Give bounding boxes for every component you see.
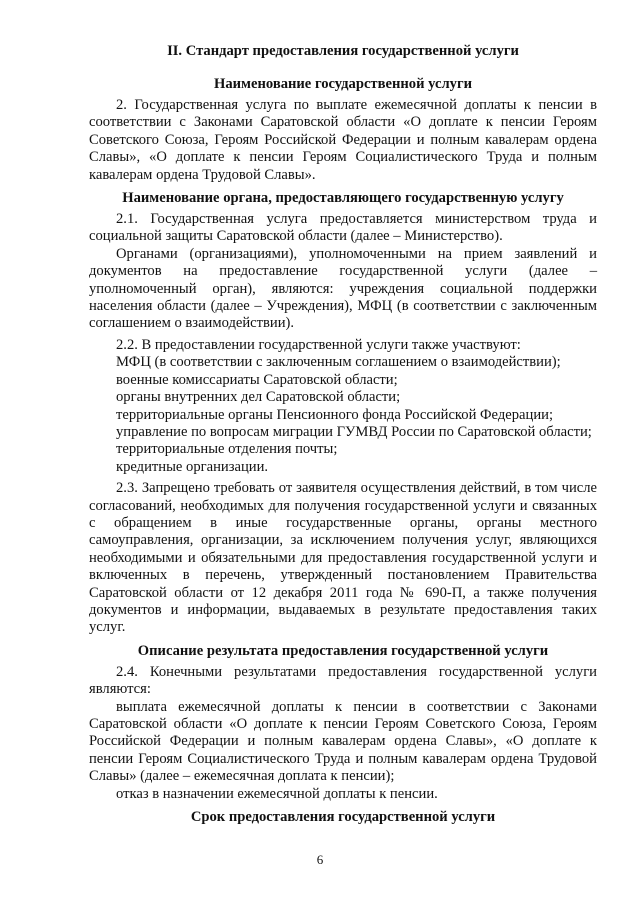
paragraph-2-2: 2.2. В предоставлении государственной услуги также участвуют: — [116, 336, 521, 353]
participant-item: кредитные организации. — [116, 458, 269, 475]
section-title: II. Стандарт предоставления государственной услуги — [167, 43, 519, 59]
participant-item: военные комиссариаты Саратовской области; — [116, 371, 398, 388]
document-page — [89, 42, 597, 830]
paragraph-2: 2. Государственная услуга по выплате ежемесячной доплаты к пенсии в соответствии с Законами Саратовской области «О доплате к пенсии Героям Советского Союза, Героям Российской Федерации и полным кавалерам ордена Славы», «О доплате к пенсии Героям Социалистического Труда и полным кавалерам ордена Трудовой Славы». — [89, 97, 597, 183]
heading-term: Срок предоставления государственной услуги — [190, 809, 496, 826]
participant-item: территориальные органы Пенсионного фонда Российской Федерации; — [116, 406, 554, 423]
participant-item: органы внутренних дел Саратовской области; — [116, 389, 401, 406]
result-item: выплата ежемесячной доплаты к пенсии в соответствии с Законами Саратовской области «О доплате к пенсии Героям Советского Союза, Героям Российской Федерации и полным кавалерам ордена Славы», «О доплате к пенсии Героям Социалистического Труда и полным кавалерам ордена Трудовой Славы» (далее – ежемесячная доплата к пенсии); — [89, 698, 597, 785]
participant-item: территориальные отделения почты; — [116, 441, 338, 458]
heading-service-name: Наименование государственной услуги — [214, 76, 472, 92]
page-number: 6 — [316, 852, 324, 867]
heading-result: Описание результата предоставления государственной услуги — [137, 642, 549, 659]
paragraph-2-1: 2.1. Государственная услуга предоставляется министерством труда и социальной защиты Саратовской области (далее – Министерство). — [89, 211, 597, 245]
result-item: отказ в назначении ежемесячной доплаты к пенсии. — [116, 785, 438, 802]
heading-authority: Наименование органа, предоставляющего государственную услугу — [122, 190, 564, 207]
participant-item: МФЦ (в соответствии с заключенным соглашением о взаимодействии); — [116, 354, 561, 371]
paragraph-authorized-bodies: Органами (организациями), уполномоченными на прием заявлений и документов на предоставление государственной услуги (далее – уполномоченный орган), являются: учреждения социальной поддержки населения области (далее – Учреждения), МФЦ (в соответствии с заключенным соглашением о взаимодействии). — [89, 245, 597, 332]
participant-item: управление по вопросам миграции ГУМВД России по Саратовской области; — [116, 423, 592, 440]
paragraph-2-4: 2.4. Конечными результатами предоставления государственной услуги являются: — [89, 663, 597, 698]
paragraph-2-3: 2.3. Запрещено требовать от заявителя осуществления действий, в том числе согласований, необходимых для получения государственной услуги и связанных с обращением в иные государственные органы, органы местного самоуправления, организации, за исключением получения услуг, являющихся необходимыми и обязательными для предоставления государственной услуги и включенных в перечень, утвержденный постановлением Правительства Саратовской области от 12 декабря 2011 года № 690-П, а также получения документов и информации, выдаваемых в результате предоставления таких услуг. — [89, 480, 597, 636]
